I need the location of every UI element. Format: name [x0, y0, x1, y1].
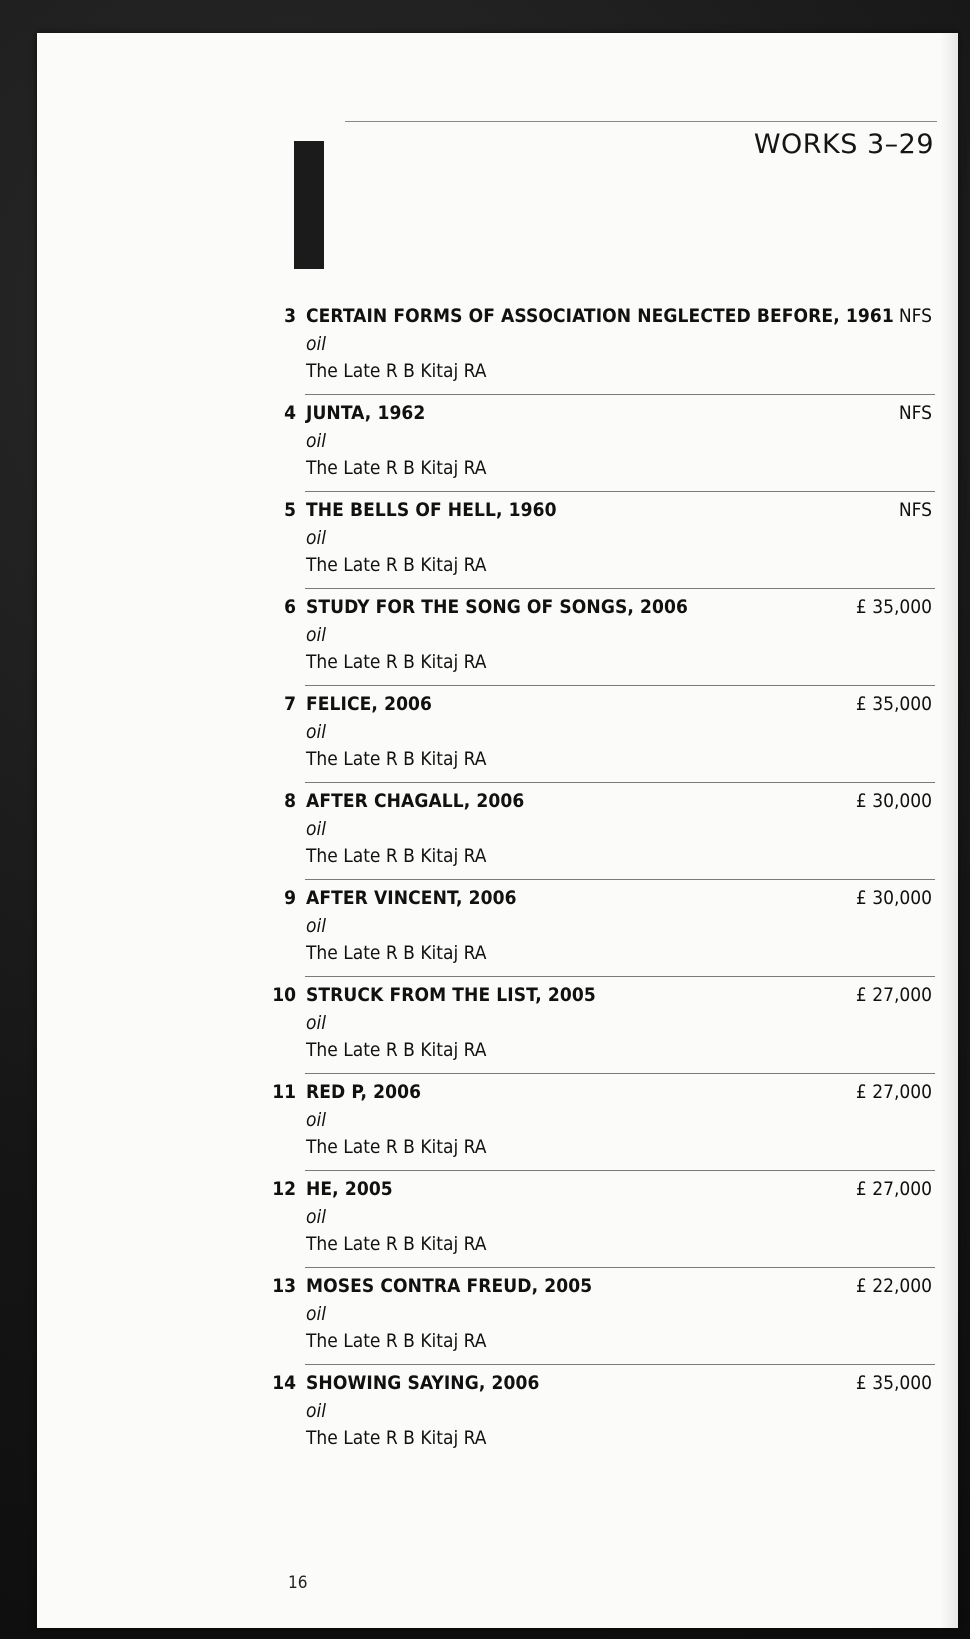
work-artist: The Late R B Kitaj RA [306, 748, 487, 770]
entry-divider [305, 1073, 935, 1074]
work-entry [37, 1170, 958, 1267]
work-number: 3 [284, 305, 296, 327]
work-entry [37, 1364, 958, 1461]
work-medium: oil [306, 527, 326, 549]
work-artist: The Late R B Kitaj RA [306, 651, 487, 673]
work-price: £ 35,000 [855, 1372, 932, 1394]
work-medium: oil [306, 1400, 326, 1422]
work-medium: oil [306, 624, 326, 646]
work-number: 7 [284, 693, 296, 715]
work-medium: oil [306, 1303, 326, 1325]
work-entry [37, 976, 958, 1073]
work-artist: The Late R B Kitaj RA [306, 1039, 487, 1061]
entry-divider [305, 976, 935, 977]
work-entry [37, 394, 958, 491]
work-price: £ 27,000 [855, 1178, 932, 1200]
header-rule [345, 121, 937, 122]
work-artist: The Late R B Kitaj RA [306, 1136, 487, 1158]
work-medium: oil [306, 818, 326, 840]
entry-divider [305, 394, 935, 395]
work-artist: The Late R B Kitaj RA [306, 942, 487, 964]
work-title: FELICE, 2006 [306, 693, 433, 715]
work-entry [37, 685, 958, 782]
work-price: £ 27,000 [855, 1081, 932, 1103]
work-artist: The Late R B Kitaj RA [306, 845, 487, 867]
entry-divider [305, 1170, 935, 1171]
work-price: NFS [898, 402, 932, 424]
entry-divider [305, 782, 935, 783]
work-number: 9 [284, 887, 296, 909]
section-marker-bar [294, 141, 324, 269]
work-title: STUDY FOR THE SONG OF SONGS, 2006 [306, 596, 688, 618]
entry-divider [305, 1364, 935, 1365]
work-number: 12 [272, 1178, 296, 1200]
work-medium: oil [306, 721, 326, 743]
work-entry [37, 297, 958, 394]
work-price: £ 35,000 [855, 596, 932, 618]
work-price: £ 27,000 [855, 984, 932, 1006]
work-number: 8 [284, 790, 296, 812]
work-artist: The Late R B Kitaj RA [306, 1233, 487, 1255]
work-price: £ 30,000 [855, 790, 932, 812]
work-entry [37, 782, 958, 879]
works-list [37, 297, 958, 1461]
work-number: 4 [284, 402, 296, 424]
work-artist: The Late R B Kitaj RA [306, 1330, 487, 1352]
work-title: CERTAIN FORMS OF ASSOCIATION NEGLECTED BEFORE, 1961 [306, 305, 894, 327]
work-entry [37, 491, 958, 588]
work-number: 6 [284, 596, 296, 618]
work-artist: The Late R B Kitaj RA [306, 457, 487, 479]
work-number: 5 [284, 499, 296, 521]
work-medium: oil [306, 1109, 326, 1131]
entry-divider [305, 1267, 935, 1268]
work-title: AFTER VINCENT, 2006 [306, 887, 517, 909]
work-title: RED P, 2006 [306, 1081, 422, 1103]
entry-divider [305, 879, 935, 880]
work-number: 10 [272, 984, 296, 1006]
work-price: NFS [898, 499, 932, 521]
work-price: NFS [898, 305, 932, 327]
entry-divider [305, 491, 935, 492]
work-price: £ 35,000 [855, 693, 932, 715]
work-medium: oil [306, 333, 326, 355]
work-price: £ 22,000 [855, 1275, 932, 1297]
work-medium: oil [306, 1206, 326, 1228]
work-artist: The Late R B Kitaj RA [306, 554, 487, 576]
work-medium: oil [306, 915, 326, 937]
work-entry [37, 588, 958, 685]
work-entry [37, 1073, 958, 1170]
work-number: 13 [272, 1275, 296, 1297]
work-number: 11 [272, 1081, 296, 1103]
section-title: WORKS 3–29 [753, 129, 934, 160]
work-price: £ 30,000 [855, 887, 932, 909]
page-number: 16 [288, 1573, 308, 1593]
work-title: THE BELLS OF HELL, 1960 [306, 499, 557, 521]
entry-divider [305, 685, 935, 686]
work-title: JUNTA, 1962 [306, 402, 426, 424]
work-title: SHOWING SAYING, 2006 [306, 1372, 540, 1394]
work-title: STRUCK FROM THE LIST, 2005 [306, 984, 596, 1006]
work-number: 14 [272, 1372, 296, 1394]
entry-divider [305, 588, 935, 589]
work-artist: The Late R B Kitaj RA [306, 360, 487, 382]
work-medium: oil [306, 1012, 326, 1034]
catalogue-page [37, 33, 958, 1628]
work-artist: The Late R B Kitaj RA [306, 1427, 487, 1449]
work-title: AFTER CHAGALL, 2006 [306, 790, 525, 812]
work-entry [37, 879, 958, 976]
work-medium: oil [306, 430, 326, 452]
work-entry [37, 1267, 958, 1364]
work-title: HE, 2005 [306, 1178, 393, 1200]
work-title: MOSES CONTRA FREUD, 2005 [306, 1275, 593, 1297]
